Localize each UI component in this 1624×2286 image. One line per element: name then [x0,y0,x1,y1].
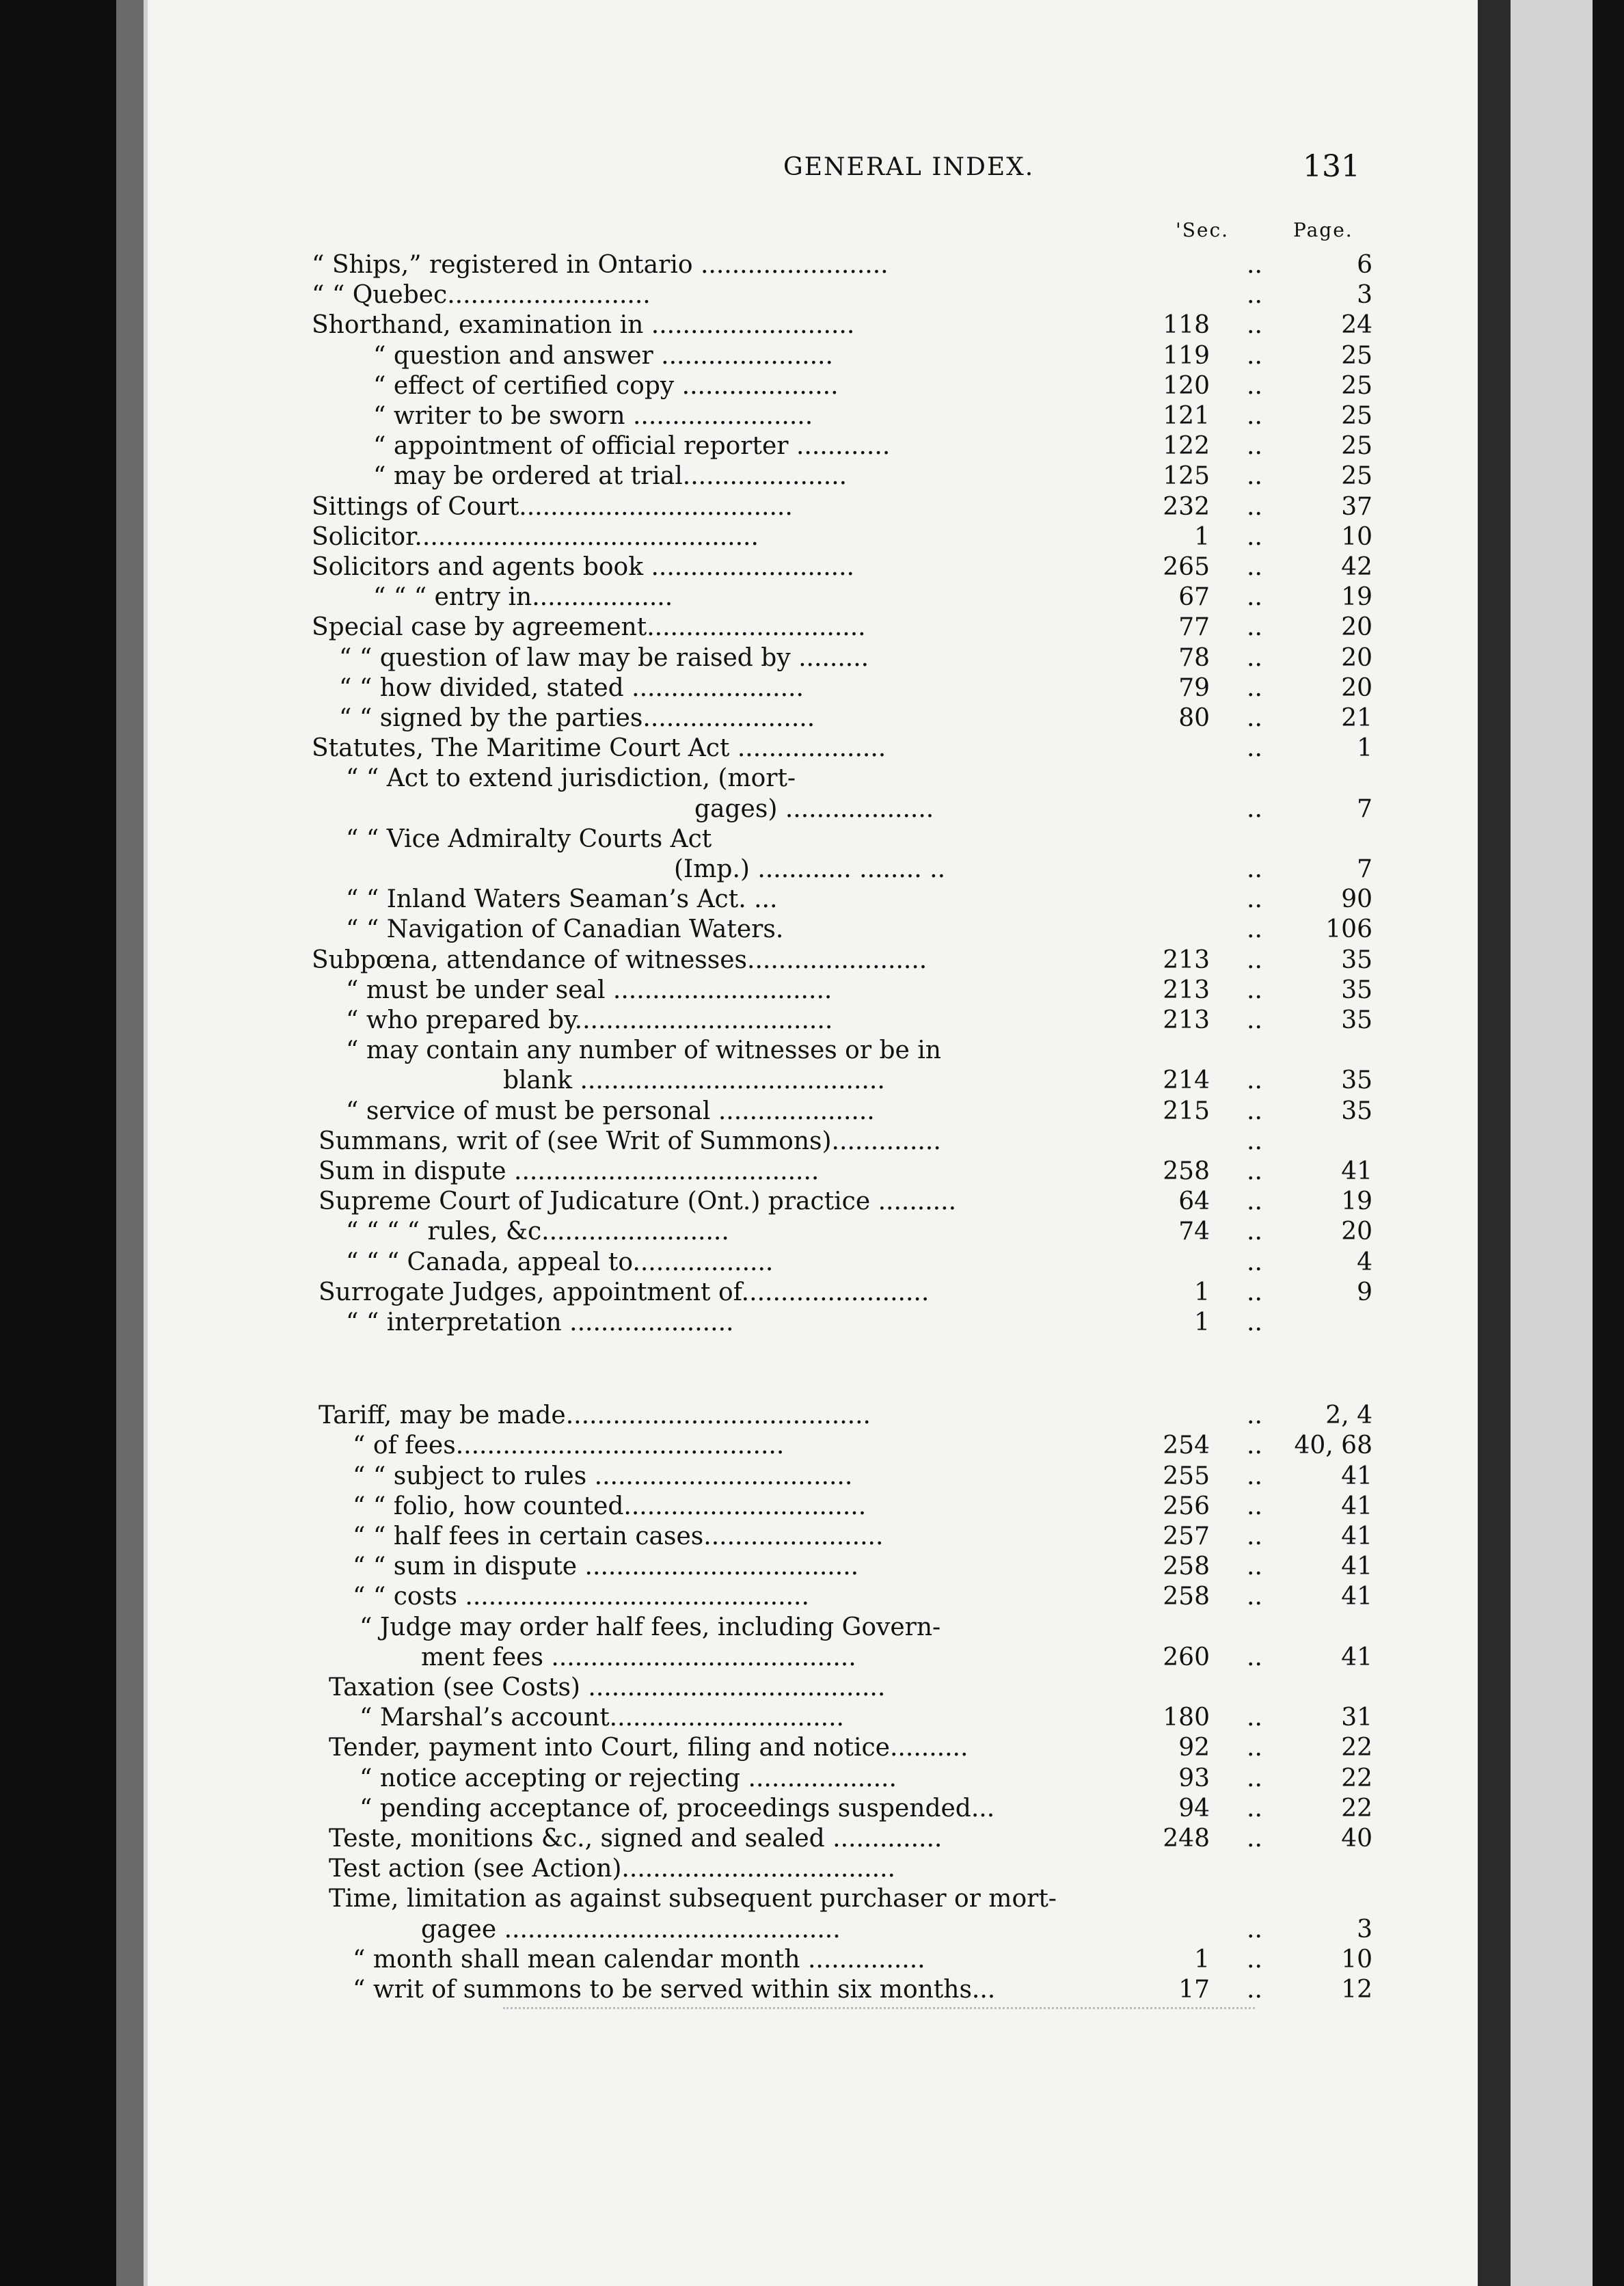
entry-leader: .. [1247,885,1262,914]
index-entry [148,1127,1482,1157]
entry-leader: .. [1247,492,1262,521]
entry-page: 41 [1341,1157,1372,1185]
entry-leader: .. [1247,734,1262,763]
entry-page: 35 [1341,1097,1372,1125]
entry-leader: .. [1247,251,1262,279]
entry-page: 90 [1341,885,1372,914]
index-entry [148,673,1482,703]
entry-leader: .. [1247,1431,1262,1460]
entry-leader: .. [1247,522,1262,551]
entry-text: Special case by agreement............................ [312,613,866,642]
entry-section: 257 [1163,1522,1210,1550]
entry-page: 25 [1341,432,1372,461]
entry-page: 20 [1341,673,1372,702]
entry-text: “ writ of summons to be served within six months... [353,1976,996,2004]
index-entry [148,1006,1482,1036]
index-entry [148,582,1482,613]
entry-leader: .. [1247,643,1262,672]
entry-section: 258 [1163,1583,1210,1611]
entry-page: 41 [1341,1492,1372,1520]
index-entry [148,1975,1482,2005]
entry-leader: .. [1247,1157,1262,1185]
entry-section: 214 [1163,1066,1210,1095]
entry-page: 35 [1341,1066,1372,1095]
entry-section: 232 [1163,492,1210,521]
entry-text: “ “ how divided, stated ...................... [339,673,804,702]
index-entry [148,1492,1482,1522]
entry-section: 64 [1178,1187,1210,1216]
entry-page: 10 [1341,1945,1372,1974]
entry-page: 25 [1341,402,1372,430]
entry-section: 213 [1163,1006,1210,1034]
index-entry [148,1036,1482,1066]
entry-section: 74 [1178,1218,1210,1246]
entry-page: 20 [1341,1218,1372,1246]
entry-page: 21 [1341,704,1372,732]
entry-text: “ “ interpretation ..................... [346,1308,734,1336]
entry-leader: .. [1247,1915,1262,1944]
entry-section: 248 [1163,1825,1210,1853]
entry-leader: .. [1247,402,1262,430]
entry-section: 93 [1178,1764,1210,1792]
entry-text: gages) ................... [694,794,934,823]
entry-text: Solicitor............................................ [312,522,759,551]
entry-page: 7 [1357,855,1372,883]
entry-section: 265 [1163,553,1210,581]
entry-page: 4 [1357,1248,1372,1276]
entry-leader: .. [1247,462,1262,491]
entry-page: 24 [1341,311,1372,340]
entry-text: Solicitors and agents book .......................... [312,553,855,581]
entry-text: “ month shall mean calendar month ............... [353,1945,925,1974]
entry-page: 22 [1341,1734,1372,1762]
entry-text: “ “ signed by the parties...................... [339,704,815,732]
entry-section: 180 [1163,1704,1210,1732]
entry-text: Time, limitation as against subsequent purchaser or mort- [329,1885,1057,1913]
entry-page: 41 [1341,1462,1372,1490]
index-entry [148,1613,1482,1643]
entry-page: 1 [1357,734,1372,763]
index-entry [148,1673,1482,1703]
index-entry [148,794,1482,824]
entry-text: “ effect of certified copy .................... [373,371,839,400]
index-entry [148,1187,1482,1217]
entry-text: “ may be ordered at trial..................... [373,462,848,491]
entry-text: “ “ folio, how counted............................... [353,1492,867,1520]
entry-text: “ Ships,” registered in Ontario ........................ [312,251,889,279]
entry-text: “ appointment of official reporter ............ [373,432,891,461]
entry-leader: .. [1247,1278,1262,1306]
entry-leader: .. [1247,281,1262,310]
entry-leader: .. [1247,311,1262,340]
entry-leader: .. [1247,915,1262,944]
index-entry [148,1157,1482,1187]
entry-leader: .. [1247,1825,1262,1853]
entry-leader: .. [1247,704,1262,732]
entry-page: 3 [1357,1915,1372,1944]
index-entry [148,885,1482,915]
entry-page: 22 [1341,1764,1372,1792]
running-head: GENERAL INDEX. [783,153,1035,181]
index-entry [148,461,1482,492]
entry-leader: .. [1247,1734,1262,1762]
entry-section: 213 [1163,945,1210,974]
entry-page: 6 [1357,251,1372,279]
entry-text: “ “ Navigation of Canadian Waters. [346,915,784,944]
entry-leader: .. [1247,1127,1262,1155]
entry-page: 42 [1341,553,1372,581]
entry-text: “ who prepared by................................. [346,1006,833,1034]
entry-text: Taxation (see Costs) ...................................... [329,1673,886,1702]
entry-page: 10 [1341,522,1372,551]
entry-text: gagee ........................................... [421,1915,841,1944]
entry-leader: .. [1247,1945,1262,1974]
entry-page: 41 [1341,1552,1372,1581]
entry-text: “ “ “ entry in.................. [373,583,673,612]
entry-text: “ of fees.......................................... [353,1431,785,1460]
index-entry [148,764,1482,794]
entry-leader: .. [1247,1308,1262,1336]
index-entry [148,1703,1482,1733]
entry-text: “ question and answer ...................... [373,341,833,370]
index-entry [148,824,1482,855]
entry-leader: .. [1247,371,1262,400]
entry-text: “ “ subject to rules ................................. [353,1462,853,1490]
entry-text: “ “ Quebec.......................... [312,281,651,310]
entry-page: 19 [1341,583,1372,612]
entry-text: Statutes, The Maritime Court Act ................... [312,734,887,763]
entry-page: 20 [1341,613,1372,642]
entry-text: Sittings of Court................................... [312,492,793,521]
entry-page: 35 [1341,945,1372,974]
entry-section: 1 [1194,522,1210,551]
entry-section: 80 [1178,704,1210,732]
index-entry [148,431,1482,461]
entry-leader: .. [1247,794,1262,823]
entry-text: “ “ costs ............................................ [353,1583,809,1611]
entry-section: 215 [1163,1097,1210,1125]
index-entry [148,522,1482,552]
entry-text: Summans, writ of (see Writ of Summons).............. [319,1127,941,1155]
entry-page: 3 [1357,281,1372,310]
entry-text: “ “ question of law may be raised by ......... [339,643,869,672]
index-entry [148,643,1482,673]
entry-leader: .. [1247,432,1262,461]
page-number: 131 [1303,149,1360,184]
entry-section: 1 [1194,1278,1210,1306]
entry-leader: .. [1247,1492,1262,1520]
next-page-edge [1511,0,1593,2286]
entry-text: “ “ sum in dispute ................................... [353,1552,859,1581]
entry-leader: .. [1247,1401,1262,1430]
entry-section: 121 [1163,402,1210,430]
entry-page: 41 [1341,1583,1372,1611]
entry-leader: .. [1247,613,1262,642]
entry-section: 256 [1163,1492,1210,1520]
entry-section: 77 [1178,613,1210,642]
left-page-edge [116,0,144,2286]
index-entry [148,613,1482,643]
entry-leader: .. [1247,1794,1262,1823]
index-entry [148,976,1482,1006]
entry-text: “ “ half fees in certain cases....................... [353,1522,884,1550]
entry-section: 260 [1163,1643,1210,1671]
entry-section: 78 [1178,643,1210,672]
bottom-dotted-rule [503,2007,1255,2012]
index-entry [148,915,1482,945]
entry-section: 1 [1194,1308,1210,1336]
index-entry [148,310,1482,340]
entry-section: 67 [1178,583,1210,612]
index-entry [148,734,1482,764]
index-entry [148,492,1482,522]
entry-leader: .. [1247,1462,1262,1490]
entry-section: 79 [1178,673,1210,702]
entry-text: Tariff, may be made....................................... [319,1401,871,1430]
index-entry [148,1217,1482,1247]
index-entry [148,1643,1482,1673]
entry-page: 37 [1341,492,1372,521]
index-entry [148,250,1482,280]
entry-leader: .. [1247,673,1262,702]
entry-text: Tender, payment into Court, filing and notice.......... [329,1734,969,1762]
entry-page: 2, 4 [1325,1401,1372,1430]
entry-section: 255 [1163,1462,1210,1490]
entry-section: 213 [1163,976,1210,1004]
entry-text: Supreme Court of Judicature (Ont.) practice .......... [319,1187,957,1216]
entry-leader: .. [1247,1097,1262,1125]
entry-leader: .. [1247,1976,1262,2004]
entry-text: Surrogate Judges, appointment of........................ [319,1278,930,1306]
entry-section: 125 [1163,462,1210,491]
index-entry [148,1764,1482,1794]
entry-text: “ pending acceptance of, proceedings suspended... [360,1794,995,1823]
entry-text: “ notice accepting or rejecting ................... [360,1764,897,1792]
entry-section: 1 [1194,1945,1210,1974]
entry-leader: .. [1247,1522,1262,1550]
entry-text: “ must be under seal ............................ [346,976,833,1004]
entry-page: 40, 68 [1294,1431,1372,1460]
index-entry [148,1462,1482,1492]
entry-text: “ “ Inland Waters Seaman’s Act. ... [346,885,778,914]
index-entry [148,1884,1482,1914]
index-entry [148,1278,1482,1308]
entry-text: “ “ Vice Admiralty Courts Act [346,824,712,853]
entry-leader: .. [1247,1583,1262,1611]
index-entry [148,401,1482,431]
entry-text: Shorthand, examination in .......................... [312,311,855,340]
entry-leader: .. [1247,976,1262,1004]
entry-page: 20 [1341,643,1372,672]
entry-page: 35 [1341,1006,1372,1034]
index-entry [148,280,1482,310]
index-entry [148,1582,1482,1612]
entry-leader: .. [1247,855,1262,883]
book-page [144,0,1482,2286]
entry-section: 120 [1163,371,1210,400]
entry-section: 17 [1178,1976,1210,2004]
entry-section: 122 [1163,432,1210,461]
entry-page: 106 [1325,915,1372,944]
entry-section: 92 [1178,1734,1210,1762]
entry-page: 41 [1341,1643,1372,1671]
index-entry [148,341,1482,371]
index-entry [148,1097,1482,1127]
entry-page: 7 [1357,794,1372,823]
entry-leader: .. [1247,1764,1262,1792]
index-entry [148,703,1482,734]
entry-text: blank ....................................... [503,1066,885,1095]
entry-page: 31 [1341,1704,1372,1732]
entry-page: 41 [1341,1522,1372,1550]
index-entry [148,1824,1482,1854]
entry-leader: .. [1247,1006,1262,1034]
index-entry [148,1522,1482,1552]
index-entry [148,1552,1482,1582]
left-margin-dark [0,0,116,2286]
entry-leader: .. [1247,1552,1262,1581]
index-entry [148,1066,1482,1096]
section-column-head: 'Sec. [1176,219,1230,241]
index-entry [148,1248,1482,1278]
entry-text: (Imp.) ............ ........ .. [674,855,946,883]
entry-text: Test action (see Action)................................... [329,1855,895,1883]
entry-section: 254 [1163,1431,1210,1460]
right-margin-dark [1593,0,1624,2286]
entry-section: 118 [1163,311,1210,340]
entry-text: “ “ Act to extend jurisdiction, (mort- [346,764,796,793]
entry-leader: .. [1247,583,1262,612]
entry-leader: .. [1247,553,1262,581]
entry-text: “ “ “ Canada, appeal to.................. [346,1248,774,1276]
entry-text: “ service of must be personal .................... [346,1097,875,1125]
entry-text: Sum in dispute ....................................... [319,1157,820,1185]
entry-page: 25 [1341,341,1372,370]
entry-page: 12 [1341,1976,1372,2004]
page-column-head: Page. [1293,219,1353,241]
index-entry [148,1794,1482,1824]
entry-leader: .. [1247,1704,1262,1732]
entry-page: 25 [1341,462,1372,491]
entry-page: 25 [1341,371,1372,400]
index-entry [148,371,1482,401]
right-gutter-dark [1478,0,1511,2286]
entry-text: Teste, monitions &c., signed and sealed .............. [329,1825,943,1853]
entry-section: 258 [1163,1552,1210,1581]
index-entry [148,552,1482,582]
entry-text: “ Marshal’s account.............................. [360,1704,844,1732]
entry-section: 94 [1178,1794,1210,1823]
entry-leader: .. [1247,1248,1262,1276]
entry-section: 119 [1163,341,1210,370]
entry-page: 22 [1341,1794,1372,1823]
index-entry [148,855,1482,885]
index-entry [148,1733,1482,1763]
index-entry [148,1945,1482,1975]
entry-leader: .. [1247,341,1262,370]
entry-leader: .. [1247,1187,1262,1216]
index-entry [148,1915,1482,1945]
entry-leader: .. [1247,1218,1262,1246]
entry-leader: .. [1247,1066,1262,1095]
entry-page: 35 [1341,976,1372,1004]
index-entry [148,1401,1482,1431]
index-entry [148,1431,1482,1461]
entry-text: “ “ “ “ rules, &c........................ [346,1218,729,1246]
index-entry [148,945,1482,976]
entry-section: 258 [1163,1157,1210,1185]
index-entry [148,1854,1482,1884]
entry-text: “ may contain any number of witnesses or be in [346,1036,941,1065]
entry-text: “ Judge may order half fees, including Govern- [360,1613,941,1641]
entry-page: 19 [1341,1187,1372,1216]
entry-text: ment fees ....................................... [421,1643,856,1671]
entry-text: Subpœna, attendance of witnesses....................... [312,945,928,974]
index-entry [148,1308,1482,1338]
entry-page: 9 [1357,1278,1372,1306]
entry-page: 40 [1341,1825,1372,1853]
entry-text: “ writer to be sworn ....................... [373,402,813,430]
entry-leader: .. [1247,945,1262,974]
entry-leader: .. [1247,1643,1262,1671]
